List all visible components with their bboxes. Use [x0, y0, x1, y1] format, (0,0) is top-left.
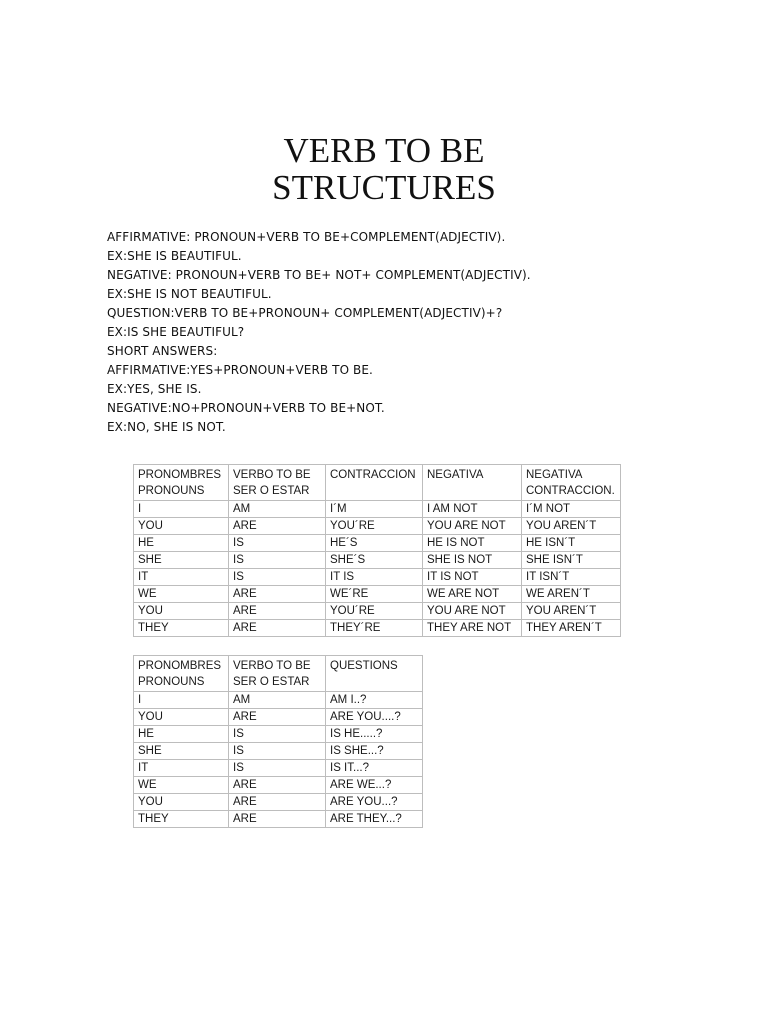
table-cell: YOU	[134, 794, 229, 811]
rule-question: QUESTION:VERB TO BE+PRONOUN+ COMPLEMENT(ADJECTIV)+?	[107, 306, 503, 320]
table-cell: ARE YOU...?	[326, 794, 423, 811]
table-cell: YOU ARE NOT	[423, 603, 522, 620]
table-cell: IS SHE...?	[326, 743, 423, 760]
table-row	[134, 569, 621, 586]
rule-short-affirmative-example: EX:YES, SHE IS.	[107, 382, 202, 396]
table-cell: AM I..?	[326, 692, 423, 709]
table-cell: IT	[134, 569, 229, 586]
table-cell: SHE	[134, 552, 229, 569]
table-row	[134, 586, 621, 603]
table-cell: I AM NOT	[423, 501, 522, 518]
table-cell: I´M	[326, 501, 423, 518]
table-cell: I	[134, 692, 229, 709]
table-cell: AM	[229, 692, 326, 709]
table-cell: AM	[229, 501, 326, 518]
table-cell: IS	[229, 535, 326, 552]
table-row	[134, 552, 621, 569]
rule-short-negative-example: EX:NO, SHE IS NOT.	[107, 420, 226, 434]
table-cell: ARE	[229, 811, 326, 828]
table-cell: ARE	[229, 620, 326, 637]
table-cell: IS	[229, 569, 326, 586]
table-row	[134, 743, 423, 760]
table-cell: YOU	[134, 603, 229, 620]
table-row	[134, 777, 423, 794]
table-cell: THEY AREN´T	[522, 620, 621, 637]
header-cell: NEGATIVA	[423, 465, 522, 501]
table-cell: YOU AREN´T	[522, 518, 621, 535]
table-cell: THEY	[134, 620, 229, 637]
table-cell: I´M NOT	[522, 501, 621, 518]
header-cell: VERBO TO BE SER O ESTAR	[229, 656, 326, 692]
rule-short-answers-heading: SHORT ANSWERS:	[107, 344, 218, 358]
table-header-row	[134, 656, 423, 692]
table-cell: IS	[229, 726, 326, 743]
rule-affirmative-example: EX:SHE IS BEAUTIFUL.	[107, 249, 242, 263]
table-cell: YOU´RE	[326, 603, 423, 620]
header-cell: NEGATIVA CONTRACCION.	[522, 465, 621, 501]
table-cell: YOU	[134, 518, 229, 535]
table-cell: ARE THEY...?	[326, 811, 423, 828]
title-line-1: VERB TO BE	[283, 131, 485, 170]
table-cell: HE´S	[326, 535, 423, 552]
table-cell: WE ARE NOT	[423, 586, 522, 603]
table-cell: ARE	[229, 603, 326, 620]
table-cell: ARE	[229, 777, 326, 794]
table-cell: ARE	[229, 709, 326, 726]
table-row	[134, 726, 423, 743]
table-cell: SHE ISN´T	[522, 552, 621, 569]
table-row	[134, 709, 423, 726]
table-cell: IS	[229, 743, 326, 760]
table-cell: YOU AREN´T	[522, 603, 621, 620]
table-row	[134, 518, 621, 535]
header-cell: PRONOMBRES PRONOUNS	[134, 465, 229, 501]
table-row	[134, 760, 423, 777]
table-cell: HE ISN´T	[522, 535, 621, 552]
table-cell: HE	[134, 726, 229, 743]
table-cell: IS	[229, 552, 326, 569]
table-cell: THEY	[134, 811, 229, 828]
table-cell: IT IS	[326, 569, 423, 586]
title-line-2: STRUCTURES	[272, 168, 496, 207]
table-cell: WE´RE	[326, 586, 423, 603]
table-cell: ARE YOU....?	[326, 709, 423, 726]
header-cell: VERBO TO BE SER O ESTAR	[229, 465, 326, 501]
table-cell: IS IT...?	[326, 760, 423, 777]
table-cell: IS HE.....?	[326, 726, 423, 743]
page-title	[0, 132, 768, 206]
table-cell: IT ISN´T	[522, 569, 621, 586]
header-cell: QUESTIONS	[326, 656, 423, 692]
table-cell: ARE	[229, 794, 326, 811]
conjugation-table	[133, 464, 621, 637]
header-cell: PRONOMBRES PRONOUNS	[134, 656, 229, 692]
rule-short-affirmative: AFFIRMATIVE:YES+PRONOUN+VERB TO BE.	[107, 363, 373, 377]
rule-affirmative: AFFIRMATIVE: PRONOUN+VERB TO BE+COMPLEMENT(ADJECTIV).	[107, 230, 506, 244]
table-cell: I	[134, 501, 229, 518]
table-cell: IT	[134, 760, 229, 777]
rule-negative-example: EX:SHE IS NOT BEAUTIFUL.	[107, 287, 272, 301]
table-row	[134, 811, 423, 828]
table-row	[134, 620, 621, 637]
table-cell: THEY ARE NOT	[423, 620, 522, 637]
table-cell: ARE	[229, 586, 326, 603]
table-cell: ARE	[229, 518, 326, 535]
table-cell: WE	[134, 777, 229, 794]
rule-negative: NEGATIVE: PRONOUN+VERB TO BE+ NOT+ COMPLEMENT(ADJECTIV).	[107, 268, 531, 282]
table-cell: YOU´RE	[326, 518, 423, 535]
table-cell: SHE IS NOT	[423, 552, 522, 569]
table-row	[134, 794, 423, 811]
table-cell: HE IS NOT	[423, 535, 522, 552]
table-cell: ARE WE...?	[326, 777, 423, 794]
table-row	[134, 535, 621, 552]
rule-short-negative: NEGATIVE:NO+PRONOUN+VERB TO BE+NOT.	[107, 401, 385, 415]
table-header-row	[134, 465, 621, 501]
header-cell: CONTRACCION	[326, 465, 423, 501]
table-cell: WE	[134, 586, 229, 603]
table-cell: SHE´S	[326, 552, 423, 569]
structure-rules	[107, 228, 707, 437]
table-cell: IT IS NOT	[423, 569, 522, 586]
table-cell: HE	[134, 535, 229, 552]
table-row	[134, 603, 621, 620]
table-cell: SHE	[134, 743, 229, 760]
table-cell: THEY´RE	[326, 620, 423, 637]
table-cell: IS	[229, 760, 326, 777]
table-row	[134, 501, 621, 518]
table-cell: WE AREN´T	[522, 586, 621, 603]
table-cell: YOU	[134, 709, 229, 726]
table-cell: YOU ARE NOT	[423, 518, 522, 535]
rule-question-example: EX:IS SHE BEAUTIFUL?	[107, 325, 245, 339]
table-row	[134, 692, 423, 709]
questions-table	[133, 655, 423, 828]
